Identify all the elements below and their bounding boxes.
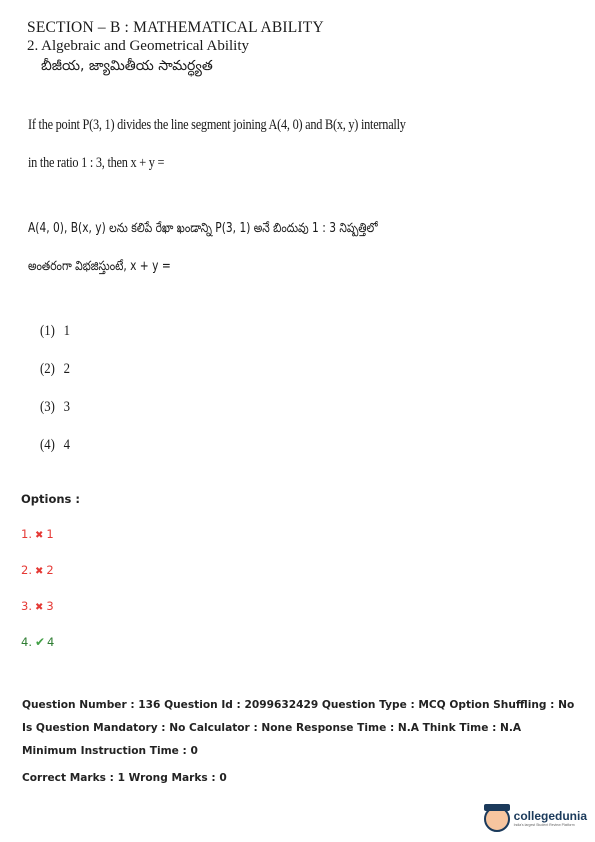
option-value: 1: [46, 527, 54, 541]
option-value: 2: [46, 563, 54, 577]
question-text-english: [28, 106, 454, 182]
metadata-line-2: Is Question Mandatory : No Calculator : None Response Time : N.A Think Time : N.A: [22, 722, 522, 734]
cross-icon: ✖: [34, 602, 44, 613]
question-english-line-1: If the point P(3, 1) divides the line segment joining A(4, 0) and B(x, y) internally: [28, 117, 406, 133]
logo-tagline: India's largest Student Review Platform: [513, 823, 575, 827]
cross-icon: ✖: [34, 530, 44, 541]
question-metadata: [22, 694, 582, 790]
question-telugu-line-2: అంతరంగా విభజిస్తుంటే, x + y =: [28, 259, 171, 274]
cross-icon: ✖: [34, 566, 44, 577]
metadata-line-1: Question Number : 136 Question Id : 2099632429 Question Type : MCQ Option Shuffling : No: [22, 699, 575, 711]
question-header: [27, 18, 567, 76]
option-value: 3: [46, 599, 54, 613]
choice-value: 2: [63, 361, 70, 377]
option-value: 4: [47, 635, 55, 649]
choice-number: (4): [40, 437, 55, 453]
telugu-subsection-title: బీజీయ, జ్యామితీయ సామర్ధ్యత: [41, 58, 213, 74]
logo-name: collegedunia: [513, 809, 587, 823]
options-title: Options :: [21, 492, 80, 506]
option-index: 4.: [21, 635, 32, 649]
option-1: [21, 526, 80, 562]
check-icon: ✔: [34, 635, 46, 649]
option-index: 2.: [21, 563, 32, 577]
subsection-title: 2. Algebraic and Geometrical Ability: [27, 38, 250, 54]
option-index: 1.: [21, 527, 32, 541]
choice-number: (2): [40, 361, 55, 377]
option-4: [21, 634, 80, 670]
choice-1: [40, 320, 70, 358]
choice-4: [40, 434, 70, 472]
choice-3: [40, 396, 70, 434]
choice-number: (3): [40, 399, 55, 415]
choice-value: 1: [63, 323, 70, 339]
answer-choices: [40, 320, 70, 472]
options-list: [21, 492, 80, 670]
metadata-line-3: Minimum Instruction Time : 0: [22, 745, 198, 757]
choice-2: [40, 358, 70, 396]
question-telugu-line-1: A(4, 0), B(x, y) లను కలిపే రేఖా ఖండాన్ని P(3, 1) అనే బిందువు 1 : 3 నిష్పత్తిలో: [28, 221, 378, 236]
graduate-mascot-icon: [484, 806, 510, 832]
section-title: SECTION – B : MATHEMATICAL ABILITY: [27, 19, 324, 36]
choice-value: 3: [63, 399, 70, 415]
option-index: 3.: [21, 599, 32, 613]
option-3: [21, 598, 80, 634]
metadata-line-4: Correct Marks : 1 Wrong Marks : 0: [22, 772, 227, 784]
question-english-line-2: in the ratio 1 : 3, then x + y =: [28, 155, 165, 171]
question-text-telugu: [28, 210, 487, 286]
choice-value: 4: [63, 437, 70, 453]
choice-number: (1): [40, 323, 55, 339]
collegedunia-logo: [484, 806, 587, 832]
option-2: [21, 562, 80, 598]
